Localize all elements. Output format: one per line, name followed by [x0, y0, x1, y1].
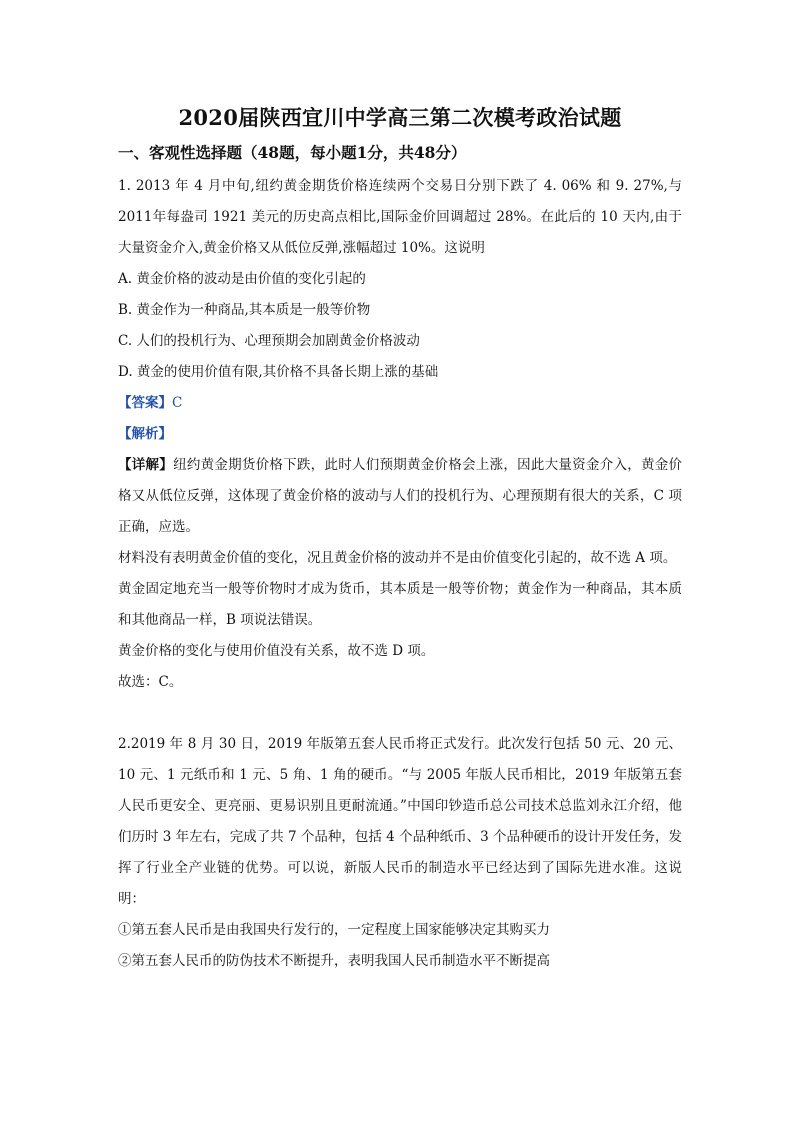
- analysis-conclusion: 故选：C。: [118, 674, 183, 690]
- question-spacer: [118, 698, 682, 729]
- question-1: [118, 171, 682, 698]
- detail-text: 纽约黄金期货价格下跌，此时人们预期黄金价格会上涨，因此大量资金介入，黄金价格又从低位反弹，这体现了黄金价格的波动与人们的投机行为、心理预期有很大的关系，C 项正确，应选。: [118, 457, 683, 535]
- document-title: 2020届陕西宜川中学高三第二次模考政治试题: [178, 105, 622, 130]
- question-1-stem: 1. 2013 年 4 月中旬,纽约黄金期货价格连续两个交易日分别下跌了 4. 06% 和 9. 27%,与2011年每盎司 1921 美元的历史高点相比,国际金价回调超过 28%。在此后的 10 天内,由于大量资金介入,黄金价格又从低位反弹,涨幅超过 10%。这说明: [118, 178, 682, 256]
- answer-label: 【答案】: [118, 395, 172, 411]
- detail-label: 【详解】: [118, 457, 174, 473]
- question-1-answer: [118, 388, 682, 419]
- analysis-paragraph-b: 黄金固定地充当一般等价物时才成为货币，其本质是一般等价物；黄金作为一种商品，其本质和其他商品一样，B 项说法错误。: [118, 581, 682, 628]
- analysis-paragraph-a: 材料没有表明黄金价值的变化，况且黄金价格的波动并不是由价值变化引起的，故不选 A 项。: [118, 550, 677, 566]
- question-2-stem: 2.2019 年 8 月 30 日，2019 年版第五套人民币将正式发行。此次发行包括 50 元、20 元、10 元、1 元纸币和 1 元、5 角、1 角的硬币。“与 2005 年版人民币相比，2019 年版第五套人民币更安全、更亮丽、更易识别且更耐流通。”中国印钞造币总公司技术总监刘永江介绍，他们历时 3 年左右，完成了共 7 个品种，包括 4 个品种纸币、3 个品种硬币的设计开发任务，发挥了行业全产业链的优势。可以说，新版人民币的制造水平已经达到了国际先进水准。这说明：: [118, 736, 682, 907]
- question-1-option-b: B. 黄金作为一种商品,其本质是一般等价物: [118, 302, 371, 318]
- question-1-option-c: C. 人们的投机行为、心理预期会加剧黄金价格波动: [118, 333, 420, 349]
- question-1-detail: [118, 450, 682, 543]
- question-1-option-a: A. 黄金价格的波动是由价值的变化引起的: [118, 271, 366, 287]
- analysis-label: 【解析】: [118, 426, 172, 442]
- question-1-option-d: D. 黄金的使用价值有限,其价格不具备长期上涨的基础: [118, 364, 439, 380]
- section-heading: 一、客观性选择题（48题，每小题1分，共48分）: [118, 143, 467, 162]
- question-2-statement-1: ①第五套人民币是由我国央行发行的，一定程度上国家能够决定其购买力: [118, 922, 550, 938]
- question-2-statement-2: ②第五套人民币的防伪技术不断提升，表明我国人民币制造水平不断提高: [118, 953, 550, 969]
- question-2: [118, 729, 682, 977]
- answer-value: C: [172, 395, 183, 411]
- analysis-paragraph-d: 黄金价格的变化与使用价值没有关系，故不选 D 项。: [118, 643, 435, 659]
